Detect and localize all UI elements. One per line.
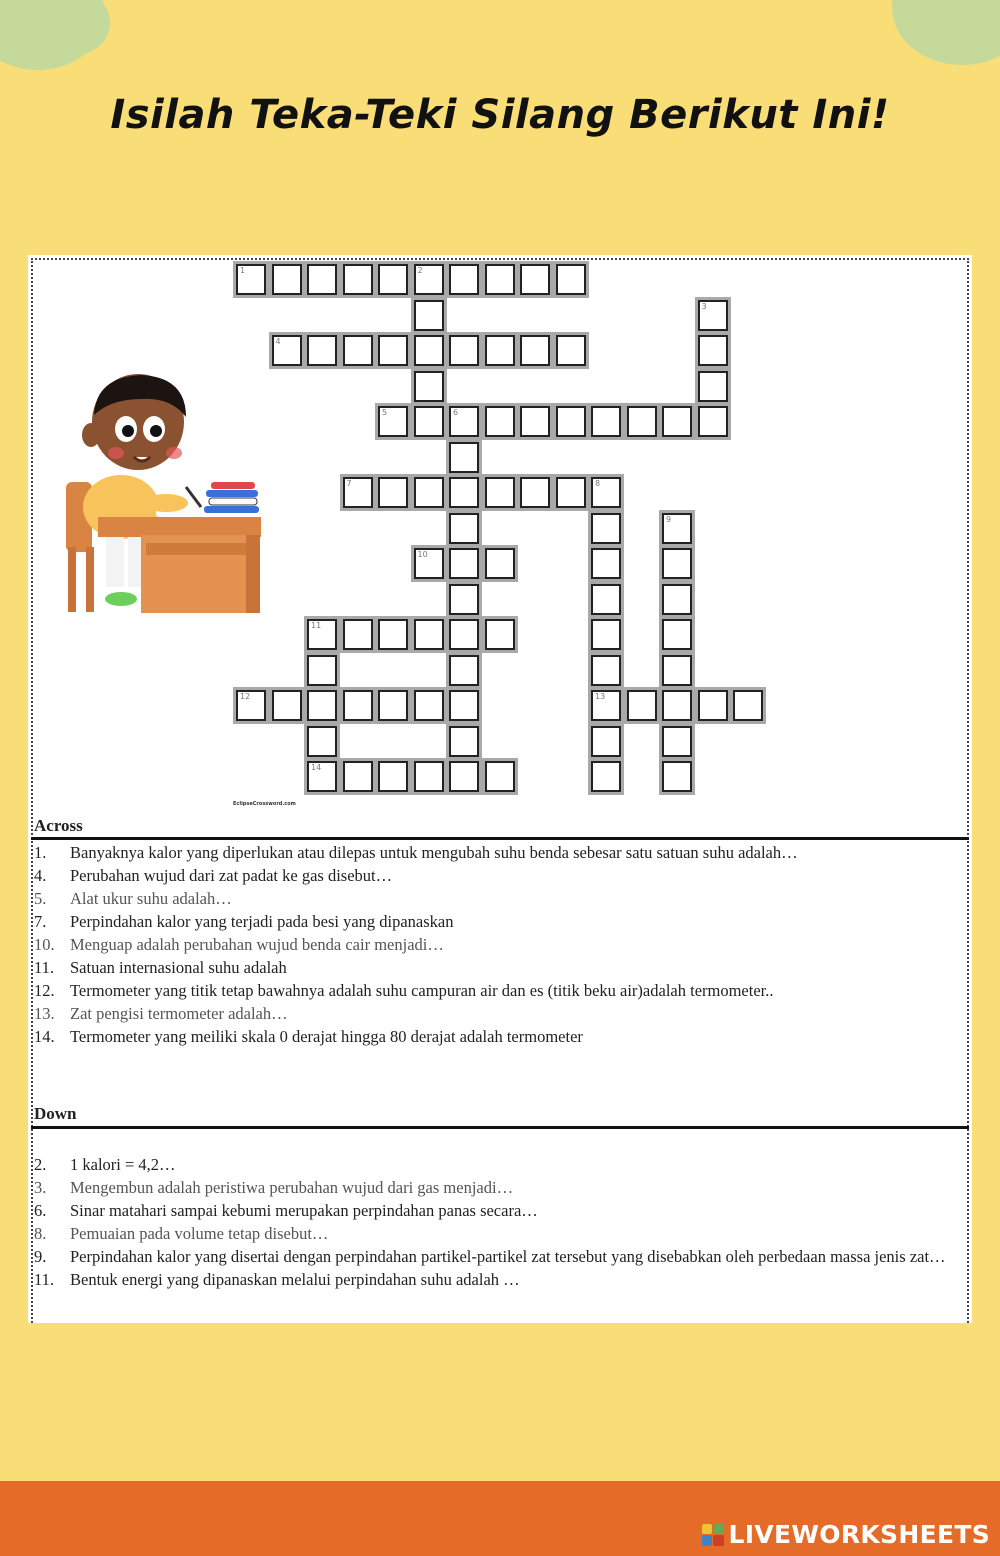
- crossword-cell[interactable]: [627, 690, 657, 721]
- clue-text: Bentuk energi yang dipanaskan melalui perpindahan suhu adalah …: [70, 1270, 520, 1289]
- crossword-cell[interactable]: [378, 264, 408, 295]
- clue-number: 4.: [34, 866, 47, 885]
- crossword-cell[interactable]: [414, 548, 444, 579]
- clue-text: Perubahan wujud dari zat padat ke gas disebut…: [70, 866, 393, 885]
- crossword-cell[interactable]: [591, 406, 621, 437]
- crossword-cell[interactable]: [591, 548, 621, 579]
- clue-text: Termometer yang titik tetap bawahnya adalah suhu campuran air dan es (titik beku air)adalah termometer..: [70, 981, 774, 1000]
- across-clue-7: [34, 979, 968, 1002]
- crossword-cell[interactable]: [343, 477, 373, 508]
- across-clue-3: [34, 887, 968, 910]
- clue-text: Menguap adalah perubahan wujud benda cair menjadi…: [70, 935, 444, 954]
- crossword-cell[interactable]: [662, 726, 692, 757]
- crossword-cell[interactable]: [449, 513, 479, 544]
- crossword-cell[interactable]: [449, 264, 479, 295]
- across-clue-4: [34, 910, 968, 933]
- cell-number: 2: [417, 266, 423, 275]
- clue-number: 1.: [34, 843, 47, 862]
- across-clue-5: [34, 933, 968, 956]
- crossword-cell[interactable]: [556, 264, 586, 295]
- crossword-cell[interactable]: [698, 371, 728, 402]
- clue-text: Termometer yang meiliki skala 0 derajat hingga 80 derajat adalah termometer: [70, 1027, 583, 1046]
- cell-number: 5: [382, 408, 388, 417]
- cell-number: 9: [666, 514, 672, 524]
- crossword-cell[interactable]: [662, 655, 692, 686]
- down-clue-5: [34, 1245, 968, 1268]
- down-clue-4: [34, 1222, 968, 1245]
- cell-number: 7: [346, 479, 352, 488]
- clue-number: 9.: [34, 1247, 47, 1266]
- crossword-cell[interactable]: [414, 690, 444, 721]
- crossword-cell[interactable]: [556, 335, 586, 366]
- crossword-cell[interactable]: [449, 761, 479, 792]
- crossword-cell[interactable]: [449, 548, 479, 579]
- crossword-cell[interactable]: [307, 619, 337, 650]
- crossword-cell[interactable]: [343, 335, 373, 366]
- crossword-cell[interactable]: [485, 761, 515, 792]
- cell-number: 4: [275, 337, 281, 346]
- crossword-cell[interactable]: [236, 264, 266, 295]
- crossword-cell[interactable]: [449, 726, 479, 757]
- clue-text: Perpindahan kalor yang disertai dengan perpindahan partikel-partikel zat tersebut yang disebabkan oleh perbedaan massa jenis zat…: [70, 1247, 946, 1266]
- down-clue-list: [34, 1153, 968, 1291]
- crossword-cell[interactable]: [662, 690, 692, 721]
- crossword-cell[interactable]: [414, 619, 444, 650]
- crossword-cell[interactable]: [662, 548, 692, 579]
- clue-number: 10.: [34, 935, 55, 954]
- crossword-cell[interactable]: [414, 371, 444, 402]
- cell-number: 3: [701, 301, 707, 311]
- crossword-cell[interactable]: [662, 406, 692, 437]
- crossword-cell[interactable]: [698, 335, 728, 366]
- down-clue-6: [34, 1268, 968, 1291]
- crossword-cell[interactable]: [449, 690, 479, 721]
- clue-number: 6.: [34, 1201, 47, 1220]
- crossword-cell[interactable]: [378, 761, 408, 792]
- clue-number: 3.: [34, 1178, 47, 1197]
- cell-number: 11: [311, 621, 322, 630]
- crossword-cell[interactable]: [556, 477, 586, 508]
- crossword-cell[interactable]: [378, 477, 408, 508]
- crossword-cell[interactable]: [378, 335, 408, 366]
- crossword-cell[interactable]: [698, 406, 728, 437]
- cell-number: 12: [240, 692, 251, 701]
- cloud-decoration-right: [892, 0, 1000, 65]
- crossword-cell[interactable]: [520, 264, 550, 295]
- crossword-cell[interactable]: [414, 264, 444, 295]
- crossword-cell[interactable]: [449, 477, 479, 508]
- crossword-cell[interactable]: [733, 690, 763, 721]
- liveworksheets-brand: [702, 1520, 990, 1549]
- crossword-cell[interactable]: [591, 513, 621, 544]
- crossword-cell[interactable]: [378, 406, 408, 437]
- clue-text: Zat pengisi termometer adalah…: [70, 1004, 288, 1023]
- crossword-cell[interactable]: [414, 477, 444, 508]
- clue-number: 5.: [34, 889, 47, 908]
- crossword-cell[interactable]: [485, 548, 515, 579]
- crossword-cell[interactable]: [520, 477, 550, 508]
- crossword-cell[interactable]: [662, 513, 692, 544]
- crossword-cell[interactable]: [485, 477, 515, 508]
- clue-number: 12.: [34, 981, 55, 1000]
- grid-credit: EclipseCrossword.com: [233, 801, 296, 807]
- clue-text: Alat ukur suhu adalah…: [70, 889, 232, 908]
- crossword-cell[interactable]: [485, 335, 515, 366]
- cell-number: 13: [595, 692, 606, 701]
- clue-number: 13.: [34, 1004, 55, 1023]
- clue-text: Mengembun adalah peristiwa perubahan wujud dari gas menjadi…: [70, 1178, 514, 1197]
- clue-number: 14.: [34, 1027, 55, 1046]
- clue-text: 1 kalori = 4,2…: [70, 1155, 176, 1174]
- crossword-cell[interactable]: [414, 335, 444, 366]
- crossword-cell[interactable]: [662, 619, 692, 650]
- liveworksheets-logo-icon: [702, 1524, 724, 1546]
- across-rule: [31, 837, 969, 840]
- crossword-cell[interactable]: [698, 300, 728, 331]
- down-clue-3: [34, 1199, 968, 1222]
- clue-number: 7.: [34, 912, 47, 931]
- across-clue-8: [34, 1002, 968, 1025]
- crossword-cell[interactable]: [307, 726, 337, 757]
- crossword-cell[interactable]: [449, 584, 479, 615]
- crossword-cell[interactable]: [449, 335, 479, 366]
- crossword-cell[interactable]: [591, 619, 621, 650]
- across-heading: Across: [34, 816, 83, 835]
- crossword-cell[interactable]: [272, 264, 302, 295]
- crossword-cell[interactable]: [591, 690, 621, 721]
- clue-number: 8.: [34, 1224, 47, 1243]
- across-clue-2: [34, 864, 968, 887]
- worksheet-panel: [28, 255, 972, 1323]
- across-clue-1: [34, 841, 968, 864]
- crossword-cell[interactable]: [485, 619, 515, 650]
- across-clue-6: [34, 956, 968, 979]
- page-title: Isilah Teka-Teki Silang Berikut Ini!: [110, 92, 890, 138]
- crossword-cell[interactable]: [591, 584, 621, 615]
- down-heading: Down: [34, 1104, 77, 1123]
- clue-number: 11.: [34, 1270, 55, 1289]
- clue-text: Sinar matahari sampai kebumi merupakan perpindahan panas secara…: [70, 1201, 538, 1220]
- crossword-cell[interactable]: [591, 761, 621, 792]
- crossword-cell[interactable]: [449, 655, 479, 686]
- crossword-cell[interactable]: [272, 690, 302, 721]
- crossword-cell[interactable]: [449, 406, 479, 437]
- crossword-cell[interactable]: [307, 761, 337, 792]
- crossword-cell[interactable]: [343, 690, 373, 721]
- clue-text: Banyaknya kalor yang diperlukan atau dilepas untuk mengubah suhu benda sebesar satu satuan suhu adalah…: [70, 843, 798, 862]
- crossword-cell[interactable]: [520, 406, 550, 437]
- crossword-cell[interactable]: [307, 655, 337, 686]
- cell-number: 8: [595, 479, 601, 488]
- crossword-cell[interactable]: [378, 619, 408, 650]
- cell-number: 14: [311, 763, 322, 772]
- brand-name: LIVEWORKSHEETS: [728, 1520, 990, 1549]
- crossword-cell[interactable]: [343, 619, 373, 650]
- down-rule: [31, 1126, 969, 1129]
- crossword-cell[interactable]: [591, 655, 621, 686]
- crossword-cell[interactable]: [591, 477, 621, 508]
- crossword-cell[interactable]: [485, 264, 515, 295]
- clue-text: Perpindahan kalor yang terjadi pada besi yang dipanaskan: [70, 912, 454, 931]
- crossword-cell[interactable]: [662, 761, 692, 792]
- across-clue-9: [34, 1025, 968, 1048]
- cell-number: 1: [240, 266, 246, 275]
- cell-number: 6: [453, 408, 459, 417]
- down-clue-1: [34, 1153, 968, 1176]
- crossword-cell[interactable]: [414, 406, 444, 437]
- crossword-cell[interactable]: [236, 690, 266, 721]
- crossword-cell[interactable]: [272, 335, 302, 366]
- crossword-cell[interactable]: [414, 761, 444, 792]
- down-clue-2: [34, 1176, 968, 1199]
- crossword-cell[interactable]: [414, 300, 444, 331]
- crossword-grid: [28, 255, 972, 815]
- crossword-cell[interactable]: [307, 264, 337, 295]
- crossword-cell[interactable]: [485, 406, 515, 437]
- clue-text: Pemuaian pada volume tetap disebut…: [70, 1224, 329, 1243]
- cell-number: 10: [417, 550, 428, 559]
- crossword-cell[interactable]: [343, 264, 373, 295]
- crossword-cell[interactable]: [698, 690, 728, 721]
- clue-text: Satuan internasional suhu adalah: [70, 958, 287, 977]
- crossword-cell[interactable]: [556, 406, 586, 437]
- clue-number: 11.: [34, 958, 55, 977]
- crossword-cell[interactable]: [378, 690, 408, 721]
- across-clue-list: [34, 841, 968, 1048]
- crossword-cell[interactable]: [307, 690, 337, 721]
- crossword-cell[interactable]: [627, 406, 657, 437]
- crossword-cell[interactable]: [591, 726, 621, 757]
- crossword-cell[interactable]: [307, 335, 337, 366]
- crossword-cell[interactable]: [662, 584, 692, 615]
- crossword-cell[interactable]: [520, 335, 550, 366]
- clue-number: 2.: [34, 1155, 47, 1174]
- crossword-cell[interactable]: [343, 761, 373, 792]
- crossword-cell[interactable]: [449, 619, 479, 650]
- crossword-cell[interactable]: [449, 442, 479, 473]
